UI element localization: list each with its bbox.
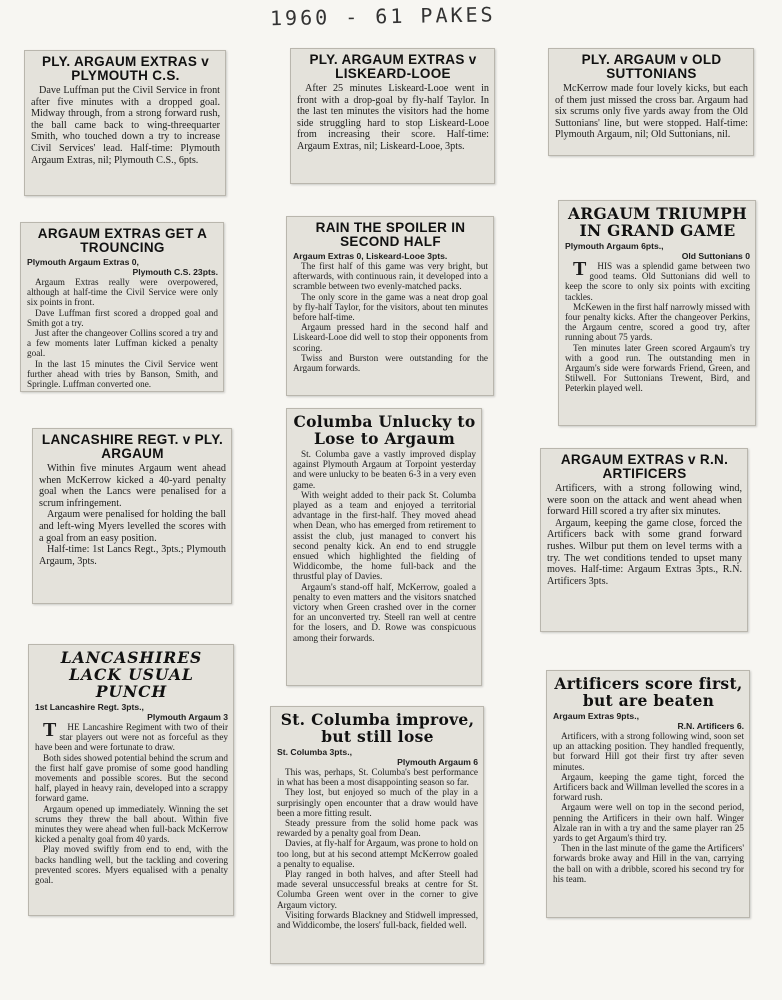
clipping-headline: St. Columba improve, but still lose — [280, 710, 475, 746]
clipping-paragraph: Visiting forwards Blackney and Stidwell impressed, and Widdicombe, the losers' full-back, fielded well. — [277, 909, 478, 931]
clipping-paragraph: Davies, at fly-half for Argaum, was prone to hold on too long, but at his second attempt McKerrow goaled a penalty to equalise. — [277, 838, 478, 869]
score-line: St. Columba 3pts., — [277, 747, 352, 757]
clipping-st-columba-improve — [270, 706, 484, 964]
clipping-lancashire-regt-v-argaum — [32, 428, 232, 604]
clipping-rain-the-spoiler — [286, 216, 494, 396]
clipping-argaum-extras-v-liskeard-looe — [290, 48, 495, 184]
clipping-paragraph: Dave Luffman put the Civil Service in front after five minutes with a dropped goal. Midway through, from a strong forward rush, the ball came back to wing-threequarter Smith, who touched down a try to increase Civil Services' lead. Half-time: Plymouth Argaum Extras, nil; Plymouth C.S., 6pts. — [31, 85, 220, 166]
clipping-paragraph: Artificers, with a strong following wind, soon set up an attacking position. They handled frequently, but forward Hill got their first try after seven minutes. — [553, 731, 744, 772]
clipping-paragraph: Argaum were well on top in the second period, penning the Artificers in their own half. Winger Alzale ran in with a try and the same player ran 25 yards to get Argaum's third try. — [553, 802, 744, 844]
score-line: Plymouth Argaum 6 — [397, 757, 478, 767]
clipping-paragraph: Dave Luffman first scored a dropped goal and Smith got a try. — [27, 307, 218, 328]
clipping-paragraph: Argaum, keeping the game tight, forced the Artificers back and Willman levelled the scores in a forward rush. — [553, 771, 744, 803]
score-line: Argaum Extras 9pts., — [553, 711, 639, 721]
clipping-paragraph: Just after the changeover Collins scored a try and a few moments later Luffman kicked a penalty goal. — [27, 328, 218, 359]
clipping-headline: ARGAUM TRIUMPH IN GRAND GAME — [567, 204, 748, 240]
clipping-paragraph: Argaum were penalised for holding the ball and left-wing Myers levelled the scores with a goal from an easy position. — [39, 509, 226, 544]
clipping-headline: Columba Unlucky to Lose to Argaum — [293, 412, 476, 448]
clipping-paragraph: Argaum, keeping the game close, forced the Artificers back with some grand forward rushes. Wilbur put them on level terms with a try. The wet conditions tended to upset many moves. Half-time: Argaum Extras 3pts., R.N. Artificers 3pts. — [547, 517, 742, 587]
clipping-argaum-triumph-in-grand-game — [558, 200, 756, 426]
clipping-paragraph: McKerrow made four lovely kicks, but each of them just missed the cross bar. Argaum had six scrums only five yards away from the Old Suttonians' line, but were stopped. Half-time: Plymouth Argaum, nil; Old Suttonians, nil. — [555, 83, 748, 141]
clipping-paragraph: Ten minutes later Green scored Argaum's try with a good run. The outstanding men in Argaum's side were forwards Friend, Green, and Stilwell. For Suttonians Trewent, Bird, and Peterkin played well. — [565, 342, 750, 394]
clipping-paragraph: The first half of this game was very bright, but afterwards, with continuous rain, it developed into a scramble between two evenly-matched packs. — [293, 261, 488, 292]
clipping-paragraph: Then in the last minute of the game the Artificers' forwards broke away and Hill in the van, carrying the ball on with a dribble, scored his second try for his team. — [553, 843, 744, 884]
clipping-headline: ARGAUM EXTRAS GET A TROUNCING — [37, 226, 208, 255]
score-line: R.N. Artificers 6. — [677, 721, 744, 731]
clipping-paragraph: McKewen in the first half narrowly missed with four penalty kicks. After the changeover Perkins, the Argaum centre, scored a good try, after running about 75 yards. — [565, 301, 750, 343]
clipping-paragraph: Half-time: 1st Lancs Regt., 3pts.; Plymouth Argaum, 3pts. — [39, 544, 226, 567]
clipping-paragraph: THIS was a splendid game between two good teams. Old Suttonians did well to keep the score to only six points with exciting tackles. — [565, 258, 750, 302]
clipping-headline: LANCASHIRES LACK USUAL PUNCH — [60, 648, 203, 701]
clipping-paragraph: Argaum Extras really were overpowered, although at half-time the Civil Service were only six points in front. — [27, 277, 218, 308]
clipping-paragraph: In the last 15 minutes the Civil Service went further ahead with tries by Banson, Smith, and Springle. Luffman converted one. — [27, 358, 218, 390]
clipping-paragraph: They lost, but enjoyed so much of the play in a surprisingly open encounter that a draw would have been a more fitting result. — [277, 787, 478, 818]
clipping-argaum-extras-v-rn-artificers — [540, 448, 748, 632]
score-line: Argaum Extras 0, Liskeard-Looe 3pts. — [293, 251, 448, 261]
clipping-headline: PLY. ARGAUM EXTRAS v PLYMOUTH C.S. — [41, 54, 210, 83]
score-line: Plymouth Argaum 6pts., — [565, 241, 664, 251]
clipping-headline: ARGAUM EXTRAS v R.N. ARTIFICERS — [560, 452, 729, 481]
score-line: 1st Lancashire Regt. 3pts., — [35, 702, 144, 712]
clipping-paragraph: Artificers, with a strong following wind, were soon on the attack and went ahead when forward Hill scored a try after six minutes. — [547, 483, 742, 518]
clipping-artificers-score-first — [546, 670, 750, 918]
clipping-lancashires-lack-usual-punch — [28, 644, 234, 916]
handwritten-page-title: 1960 - 61 PAKES — [269, 2, 496, 31]
clipping-paragraph: With weight added to their pack St. Columba played as a team and enjoyed a territorial advantage in the first-half. They moved ahead when Dean, who has emerged from retirement to assist the club, just managed to convert his second penalty kick. An end to end struggle ensued which highlighted the fielding of Widdicombe, the home full-back and the thrustful play of Davies. — [293, 489, 476, 582]
clipping-headline: RAIN THE SPOILER IN SECOND HALF — [315, 220, 466, 249]
clipping-argaum-extras-v-plymouth-cs — [24, 50, 226, 196]
clipping-headline: Artificers score first, but are beaten — [554, 674, 743, 710]
clipping-paragraph: After 25 minutes Liskeard-Looe went in front with a drop-goal by fly-half Taylor. In the last ten minutes the visitors had the home side struggling hard to stop Liskeard-Looe from increasing their score. Half-time: Argaum Extras, nil; Liskeard-Looe, 3pts. — [297, 83, 489, 152]
clipping-paragraph: Argaum's stand-off half, McKerrow, goaled a penalty to even matters and the visitors snatched victory when Green crashed over in the corner for an unconverted try. Steell ran well at centre for the losers, and D. Rowe was conspicuous among their forwards. — [293, 581, 476, 643]
score-line: Old Suttonians 0 — [681, 251, 750, 261]
clipping-paragraph: Both sides showed potential behind the scrum and the first half gave promise of some good handling movements and possible scores. But the second half, played in heavy rain, developed into a scrappy forward game. — [35, 752, 228, 804]
clipping-paragraph: Argaum opened up immediately. Winning the set scrums they threw the ball about. Within five minutes they were ahead when full-back McKerrow kicked a penalty goal from 40 yards. — [35, 803, 228, 845]
clipping-argaum-extras-get-a-trouncing — [20, 222, 224, 392]
clipping-paragraph: The only score in the game was a neat drop goal by fly-half Taylor, for the visitors, about ten minutes before half-time. — [293, 291, 488, 323]
clipping-paragraph: Steady pressure from the solid home pack was rewarded by a penalty goal from Dean. — [277, 818, 478, 839]
clipping-paragraph: Play ranged in both halves, and after Steell had made several unsuccessful breaks at centre for St. Columba Green went over in the corner to give Argaum victory. — [277, 869, 478, 910]
clipping-paragraph: THE Lancashire Regiment with two of their star players out were not as forceful as they have been and were fortunate to draw. — [35, 719, 228, 753]
clipping-paragraph: Within five minutes Argaum went ahead when McKerrow kicked a 40-yard penalty goal when the Lancs were penalised for a scrum infringement. — [39, 463, 226, 509]
score-line: Plymouth C.S. 23pts. — [132, 267, 218, 277]
clipping-headline: PLY. ARGAUM EXTRAS v LISKEARD-LOOE — [309, 52, 477, 81]
clipping-headline: LANCASHIRE REGT. v PLY. ARGAUM — [41, 432, 224, 461]
clipping-paragraph: St. Columba gave a vastly improved display against Plymouth Argaum at Torpoint yesterday and were unlucky to be beaten 6-3 in a very even game. — [293, 449, 476, 490]
clipping-columba-unlucky — [286, 408, 482, 686]
score-line: Plymouth Argaum Extras 0, — [27, 257, 139, 267]
clipping-paragraph: Twiss and Burston were outstanding for the Argaum forwards. — [293, 352, 488, 374]
clipping-headline: PLY. ARGAUM v OLD SUTTONIANS — [581, 52, 722, 81]
clipping-paragraph: Argaum pressed hard in the second half and Liskeard-Looe did well to stop their opponents from scoring. — [293, 322, 488, 353]
clipping-argaum-v-old-suttonians — [548, 48, 754, 156]
clipping-paragraph: This was, perhaps, St. Columba's best performance in what has been a most disappointing season so far. — [277, 767, 478, 788]
clipping-paragraph: Play moved swiftly from end to end, with the backs handling well, but the tackling and covering prevented scores. Myers equalised with a penalty goal. — [35, 844, 228, 886]
score-line: Plymouth Argaum 3 — [147, 712, 228, 722]
